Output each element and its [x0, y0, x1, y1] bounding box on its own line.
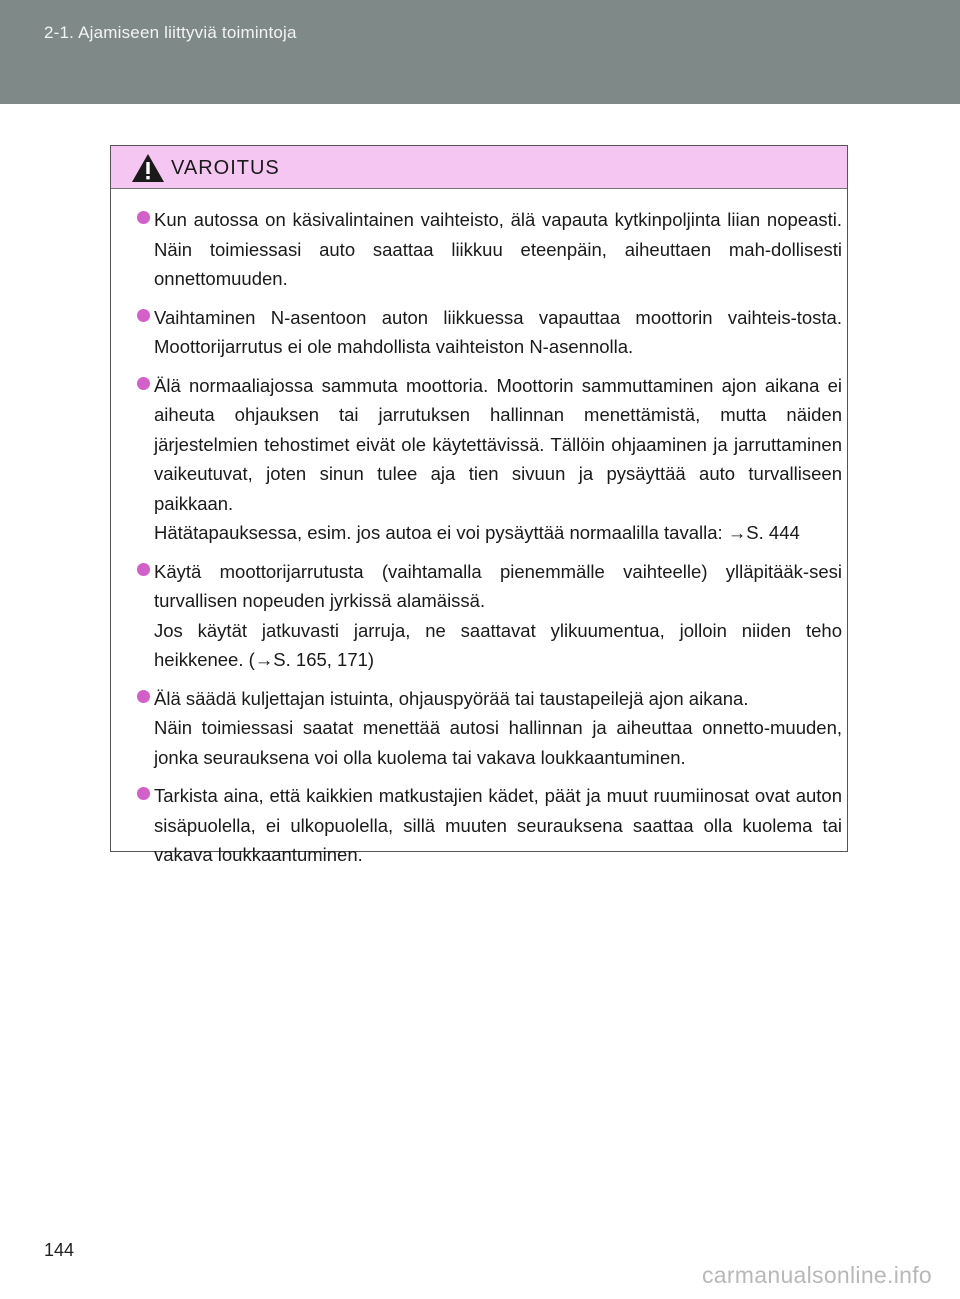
page-number: 144: [44, 1240, 75, 1260]
warning-items: [137, 205, 842, 879]
warning-item-text: Jos käytät jatkuvasti jarruja, ne saattavat ylikuumentua, jolloin niiden teho heikkenee. (→S. 165, 171): [154, 619, 842, 670]
warning-item: [137, 684, 842, 773]
warning-item-text: Vaihtaminen N-asentoon auton liikkuessa vapauttaa moottorin vaihteis-tosta. Moottorijarrutus ei ole mahdollista vaihteiston N-asennolla.: [154, 306, 842, 357]
bullet-icon: [137, 690, 150, 703]
warning-item-text: Kun autossa on käsivalintainen vaihteisto, älä vapauta kytkinpoljinta liian nopeasti. Näin toimiessasi auto saattaa liikkuu eteenpäin, aiheuttaen mah-dollisesti onnettomuuden.: [154, 209, 842, 289]
header-band: [0, 0, 960, 104]
warning-box: [110, 145, 848, 865]
warning-item-text: Älä normaaliajossa sammuta moottoria. Moottorin sammuttaminen ajon aikana ei aiheuta ohjauksen tai jarrutuksen hallinnan menettämistä, mutta näiden järjestelmien tehostimet eivät ole käytettävissä. Tällöin ohjaaminen ja jarruttaminen vaikeutuvat, joten sinun tulee aja tien sivuun ja pysäyttää auto turvalliseen paikkaan.: [154, 374, 842, 514]
warning-item-text: Käytä moottorijarrutusta (vaihtamalla pienemmälle vaihteelle) ylläpitääk-sesi turvallisen nopeuden jyrkissä alamäissä.: [154, 560, 842, 611]
warning-item: [137, 303, 842, 362]
bullet-icon: [137, 377, 150, 390]
bullet-icon: [137, 309, 150, 322]
section-title: 2-1. Ajamiseen liittyviä toimintoja: [44, 23, 297, 42]
warning-item: [137, 371, 842, 548]
bullet-icon: [137, 787, 150, 800]
bullet-icon: [137, 211, 150, 224]
warning-item-text: Hätätapauksessa, esim. jos autoa ei voi pysäyttää normaalilla tavalla: →S. 444: [154, 522, 800, 543]
warning-title: VAROITUS: [171, 157, 280, 179]
watermark: carmanualsonline.info: [701, 1262, 932, 1288]
warning-item-text: Näin toimiessasi saatat menettää autosi hallinnan ja aiheuttaa onnetto-muuden, jonka seurauksena voi olla kuolema tai vakava loukkaantuminen.: [154, 717, 842, 768]
warning-item-text: Älä säädä kuljettajan istuinta, ohjauspyörää tai taustapeilejä ajon aikana.: [154, 687, 749, 709]
warning-item-text: Tarkista aina, että kaikkien matkustajien kädet, päät ja muut ruumiinosat ovat auton sisäpuolella, ei ulkopuolella, sillä muuten seurauksena saattaa olla kuolema tai vakava loukkaantuminen.: [154, 785, 842, 865]
bullet-icon: [137, 563, 150, 576]
warning-header: [111, 146, 847, 189]
warning-item: [137, 781, 842, 870]
warning-item: [137, 205, 842, 294]
warning-triangle-icon: [131, 153, 165, 183]
warning-item: [137, 557, 842, 675]
